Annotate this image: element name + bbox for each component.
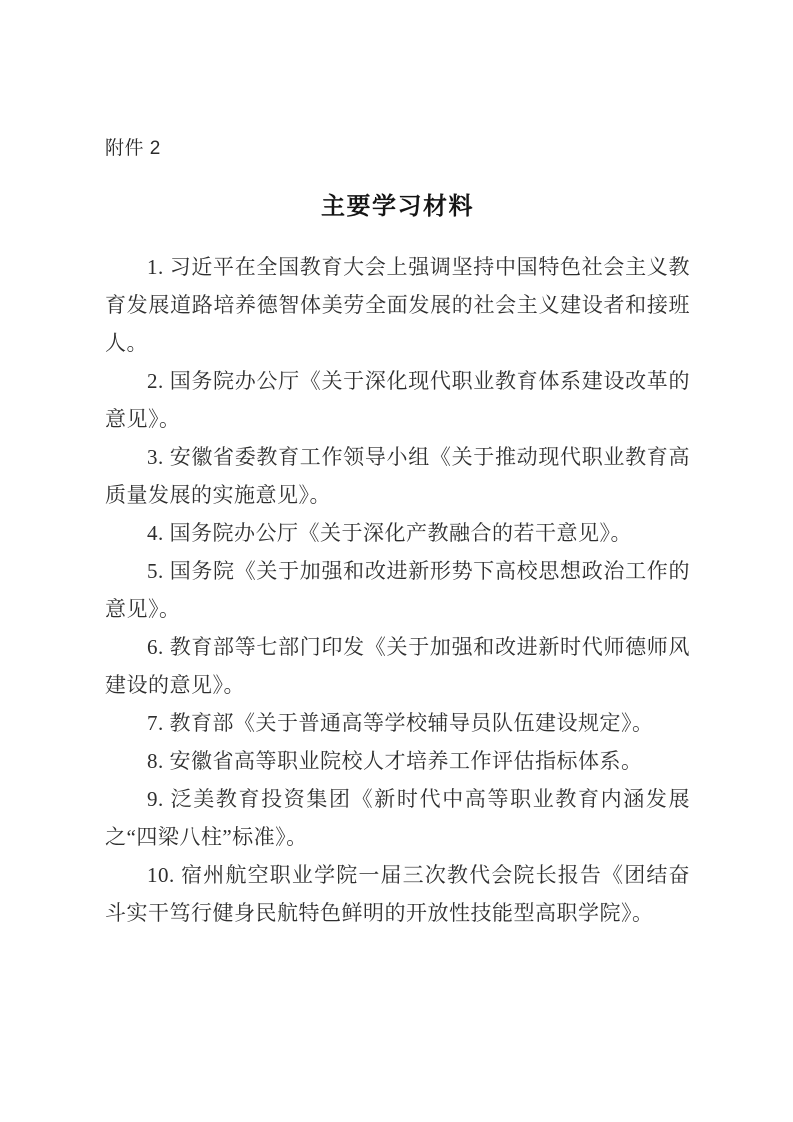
- document-body: [105, 248, 690, 932]
- list-item-6: 6. 教育部等七部门印发《关于加强和改进新时代师德师风建设的意见》。: [105, 635, 690, 697]
- list-item-3: 3. 安徽省委教育工作领导小组《关于推动现代职业教育高质量发展的实施意见》。: [105, 445, 690, 507]
- attachment-label: 附件 2: [105, 138, 161, 159]
- list-item-10: 10. 宿州航空职业学院一届三次教代会院长报告《团结奋斗实干笃行健身民航特色鲜明的开放性技能型高职学院》。: [105, 863, 690, 925]
- list-item-8: 8. 安徽省高等职业院校人才培养工作评估指标体系。: [147, 749, 643, 773]
- list-item-7: 7. 教育部《关于普通高等学校辅导员队伍建设规定》。: [147, 711, 654, 735]
- list-item-1: 1. 习近平在全国教育大会上强调坚持中国特色社会主义教育发展道路培养德智体美劳全面发展的社会主义建设者和接班人。: [105, 255, 690, 355]
- list-item-9: 9. 泛美教育投资集团《新时代中高等职业教育内涵发展之“四梁八柱”标准》。: [105, 787, 690, 849]
- list-item-5: 5. 国务院《关于加强和改进新形势下高校思想政治工作的意见》。: [105, 559, 690, 621]
- list-item-2: 2. 国务院办公厅《关于深化现代职业教育体系建设改革的意见》。: [105, 369, 690, 431]
- list-item-4: 4. 国务院办公厅《关于深化产教融合的若干意见》。: [147, 521, 632, 545]
- page-title: 主要学习材料: [321, 194, 474, 220]
